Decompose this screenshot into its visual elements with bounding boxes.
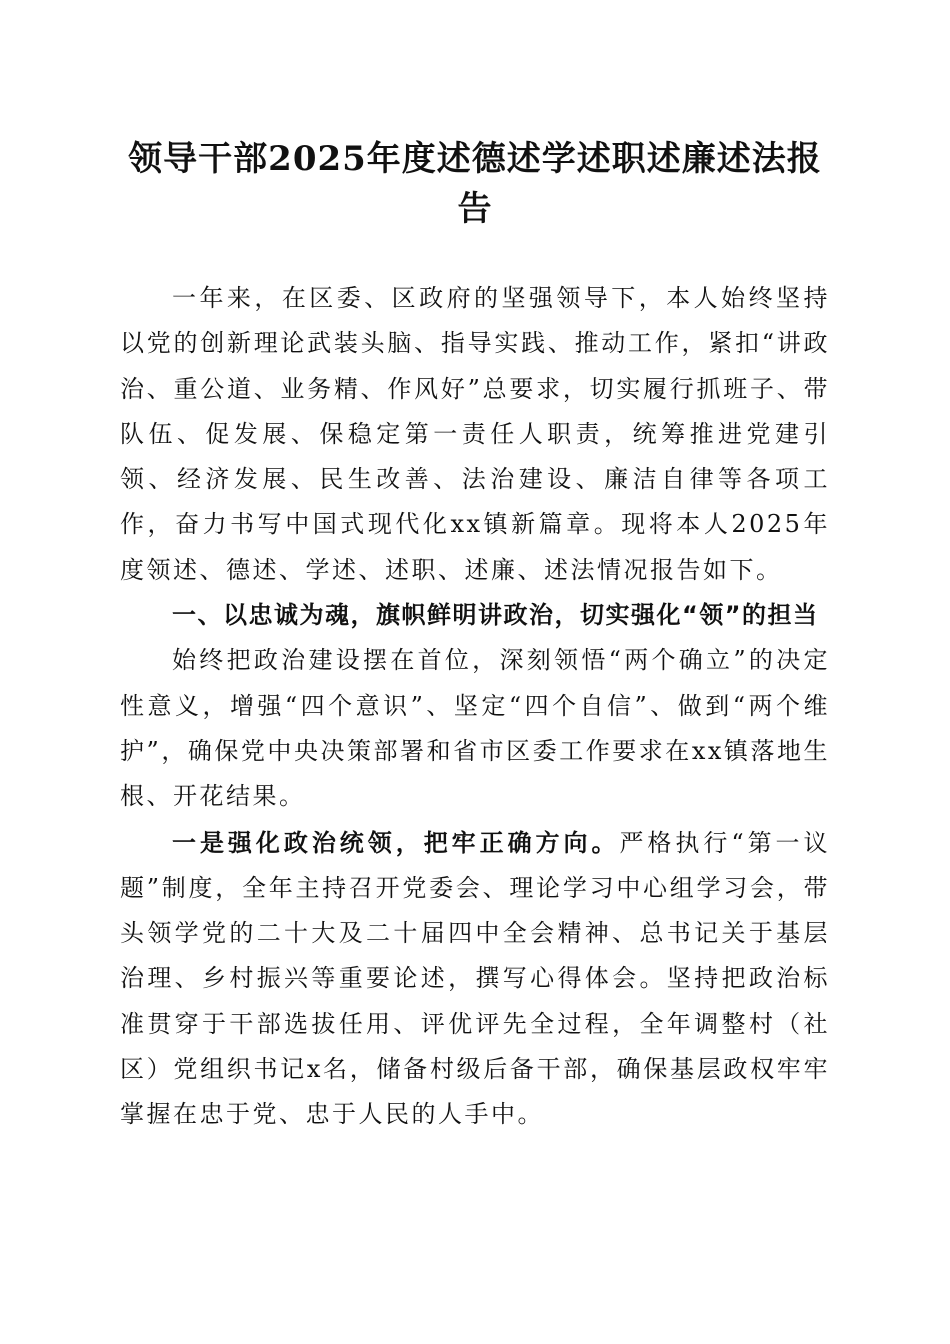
document-title: 领导干部2025年度述德述学述职述廉述法报告	[128, 139, 822, 229]
section-1-heading: 一、以忠诚为魂，旗帜鲜明讲政治，切实强化“领”的担当	[172, 601, 819, 630]
section-1-item-1	[120, 820, 830, 1138]
document-body	[120, 276, 830, 1138]
intro-paragraph: 一年来，在区委、区政府的坚强领导下，本人始终坚持以党的创新理论武装头脑、指导实践、推动工作，紧扣“讲政治、重公道、业务精、作风好”总要求，切实履行抓班子、带队伍、促发展、保稳定第一责任人职责，统筹推进党建引领、经济发展、民生改善、法治建设、廉洁自律等各项工作，奋力书写中国式现代化xx镇新篇章。现将本人2025年度领述、德述、学述、述职、述廉、述法情况报告如下。	[120, 284, 830, 584]
item-1-lead: 一是强化政治统领，把牢正确方向。	[172, 827, 620, 857]
section-1-paragraph: 始终把政治建设摆在首位，深刻领悟“两个确立”的决定性意义，增强“四个意识”、坚定“四个自信”、做到“两个维护”，确保党中央决策部署和省市区委工作要求在xx镇落地生根、开花结果。	[120, 646, 830, 811]
item-1-text: 严格执行“第一议题”制度，全年主持召开党委会、理论学习中心组学习会，带头领学党的二十大及二十届四中全会精神、总书记关于基层治理、乡村振兴等重要论述，撰写心得体会。坚持把政治标准贯穿于干部选拔任用、评优评先全过程，全年调整村（社区）党组织书记x名，储备村级后备干部，确保基层政权牢牢掌握在忠于党、忠于人民的人手中。	[120, 828, 831, 1129]
